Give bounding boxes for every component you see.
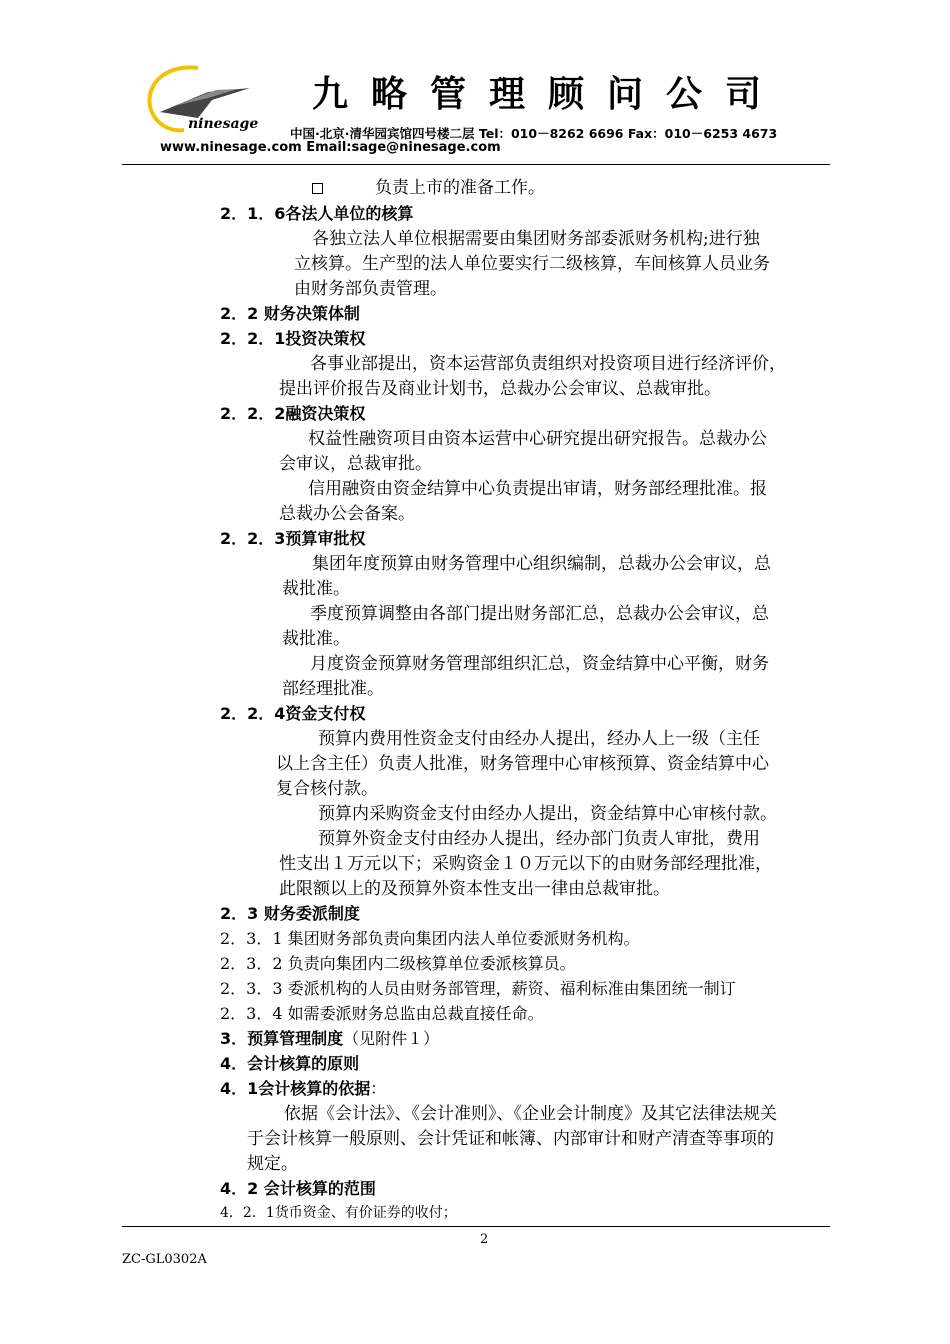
- company-name: 九略管理顾问公司: [312, 74, 785, 115]
- heading-2-2-4: 2．2．4资金支付权: [220, 704, 366, 723]
- ninesage-logo: [138, 62, 264, 138]
- paragraph-line: 提出评价报告及商业计划书，总裁办公会审议、总裁审批。: [279, 379, 721, 399]
- paragraph-line: 依据《会计法》、《会计准则》、《企业会计制度》及其它法律法规关: [284, 1104, 777, 1124]
- logo-wordmark: ninesage: [188, 116, 259, 132]
- paragraph-line: 由财务部负责管理。: [294, 279, 447, 299]
- paragraph-line: 信用融资由资金结算中心负责提出审请，财务部经理批准。报: [308, 479, 767, 499]
- paragraph-line: 预算内采购资金支付由经办人提出，资金结算中心审核付款。: [318, 804, 777, 824]
- footer-divider: [122, 1226, 830, 1227]
- page-number: 2: [480, 1232, 489, 1247]
- header-divider: [122, 164, 830, 165]
- heading-2-2-3: 2．2．3预算审批权: [220, 529, 366, 548]
- heading-2-2-1: 2．2．1投资决策权: [220, 329, 366, 348]
- paragraph-line: 复合核付款。: [276, 779, 378, 799]
- heading-2-3: 2．3 财务委派制度: [220, 904, 360, 923]
- paragraph-line: 权益性融资项目由资本运营中心研究提出研究报告。总裁办公: [308, 429, 767, 449]
- paragraph-line: 会审议，总裁审批。: [279, 454, 432, 474]
- bullet-item: [312, 177, 545, 199]
- paragraph-line: 以上含主任）负责人批准，财务管理中心审核预算、资金结算中心: [276, 754, 769, 774]
- paragraph-line: 各事业部提出，资本运营部负责组织对投资项目进行经济评价，: [310, 354, 786, 374]
- paragraph-line: 此限额以上的及预算外资本性支出一律由总裁审批。: [279, 879, 670, 899]
- list-item: 4．2．1货币资金、有价证券的收付；: [220, 1205, 457, 1221]
- paragraph-line: 集团年度预算由财务管理中心组织编制，总裁办公会审议，总: [312, 554, 771, 574]
- heading-2-2-2: 2．2．2融资决策权: [220, 404, 366, 423]
- heading-2-1-6: 2．1．6各法人单位的核算: [220, 204, 414, 223]
- heading-3-title: 3．预算管理制度: [220, 1029, 344, 1048]
- list-item: 2．3．2 负责向集团内二级核算单位委派核算员。: [220, 954, 576, 973]
- heading-4: 4．会计核算的原则: [220, 1054, 360, 1073]
- company-address: 中国·北京·清华园宾馆四号楼二层 Tel：010－8262 6696 Fax：010－6253 4673: [290, 126, 778, 141]
- heading-4-1: [220, 1078, 386, 1100]
- paragraph-line: 总裁办公会备案。: [279, 504, 415, 524]
- paragraph-line: 规定。: [247, 1154, 298, 1174]
- paragraph-line: 于会计核算一般原则、会计凭证和帐簿、内部审计和财产清查等事项的: [247, 1129, 774, 1149]
- heading-4-1-title: 4．1会计核算的依据: [220, 1079, 371, 1098]
- heading-2-2: 2．2 财务决策体制: [220, 304, 360, 323]
- paragraph-line: 部经理批准。: [282, 679, 384, 699]
- checkbox-bullet-icon: [312, 183, 323, 194]
- company-web-email: www.ninesage.com Email:sage@ninesage.com: [160, 140, 501, 155]
- paragraph-line: 立核算。生产型的法人单位要实行二级核算，车间核算人员业务: [294, 254, 770, 274]
- paragraph-line: 各独立法人单位根据需要由集团财务部委派财务机构;进行独: [312, 229, 760, 249]
- document-code: ZC-GL0302A: [122, 1252, 207, 1267]
- bullet-text: 负责上市的准备工作。: [375, 178, 545, 198]
- heading-4-1-colon: ：: [370, 1079, 387, 1098]
- list-item: 2．3．4 如需委派财务总监由总裁直接任命。: [220, 1004, 544, 1023]
- paragraph-line: 性支出１万元以下；采购资金１０万元以下的由财务部经理批准，: [279, 854, 772, 874]
- paragraph-line: 裁批准。: [282, 629, 350, 649]
- paragraph-line: 预算内费用性资金支付由经办人提出，经办人上一级（主任: [318, 729, 760, 749]
- heading-3-note: （见附件１）: [343, 1029, 440, 1048]
- paragraph-line: 裁批准。: [282, 579, 350, 599]
- heading-3: [220, 1028, 439, 1050]
- paragraph-line: 季度预算调整由各部门提出财务部汇总，总裁办公会审议，总: [310, 604, 769, 624]
- list-item: 2．3．1 集团财务部负责向集团内法人单位委派财务机构。: [220, 929, 640, 948]
- heading-4-2: 4．2 会计核算的范围: [220, 1179, 376, 1198]
- paragraph-line: 预算外资金支付由经办人提出，经办部门负责人审批，费用: [318, 829, 760, 849]
- paragraph-line: 月度资金预算财务管理部组织汇总，资金结算中心平衡，财务: [310, 654, 769, 674]
- list-item: 2．3．3 委派机构的人员由财务部管理，薪资、福利标准由集团统一制订: [220, 979, 736, 998]
